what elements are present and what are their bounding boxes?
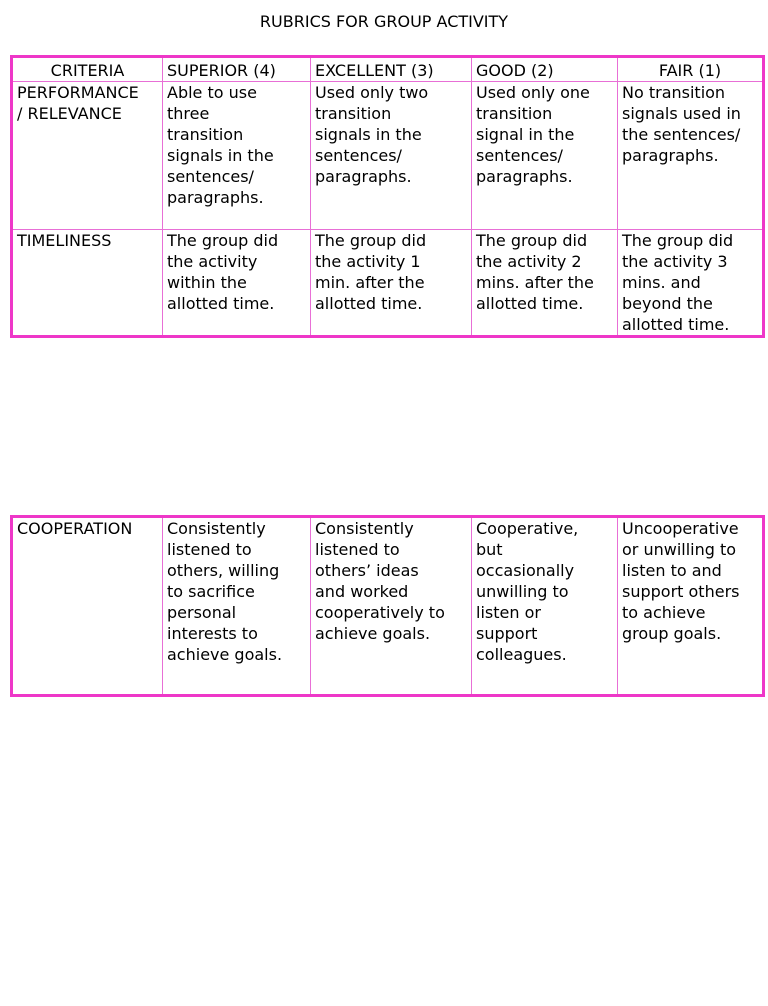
criteria-cell: TIMELINESS (12, 230, 163, 337)
excellent-cell: Used only two transition signals in the sentences/ paragraphs. (311, 82, 472, 230)
excellent-cell: Consistently listened to others’ ideas and worked cooperatively to achieve goals. (311, 517, 472, 696)
table-row (12, 82, 764, 230)
fair-cell: The group did the activity 3 mins. and beyond the allotted time. (618, 230, 764, 337)
page-title: RUBRICS FOR GROUP ACTIVITY (259, 12, 509, 31)
header-superior: SUPERIOR (4) (163, 57, 311, 82)
rubric-table (10, 55, 765, 338)
fair-cell: No transition signals used in the sentences/ paragraphs. (618, 82, 764, 230)
header-excellent: EXCELLENT (3) (311, 57, 472, 82)
rubric-table-continued (10, 515, 765, 697)
superior-cell: The group did the activity within the allotted time. (163, 230, 311, 337)
fair-cell: Uncooperative or unwilling to listen to and support others to achieve group goals. (618, 517, 764, 696)
header-good: GOOD (2) (472, 57, 618, 82)
header-fair: FAIR (1) (618, 57, 764, 82)
table-row (12, 230, 764, 337)
table-row (12, 517, 764, 696)
good-cell: The group did the activity 2 mins. after the allotted time. (472, 230, 618, 337)
good-cell: Used only one transition signal in the sentences/ paragraphs. (472, 82, 618, 230)
header-criteria: CRITERIA (12, 57, 163, 82)
superior-cell: Able to use three transition signals in the sentences/ paragraphs. (163, 82, 311, 230)
superior-cell: Consistently listened to others, willing to sacrifice personal interests to achieve goals. (163, 517, 311, 696)
criteria-cell: COOPERATION (12, 517, 163, 696)
header-row (12, 57, 764, 82)
excellent-cell: The group did the activity 1 min. after the allotted time. (311, 230, 472, 337)
good-cell: Cooperative, but occasionally unwilling to listen or support colleagues. (472, 517, 618, 696)
criteria-cell: PERFORMANCE / RELEVANCE (12, 82, 163, 230)
